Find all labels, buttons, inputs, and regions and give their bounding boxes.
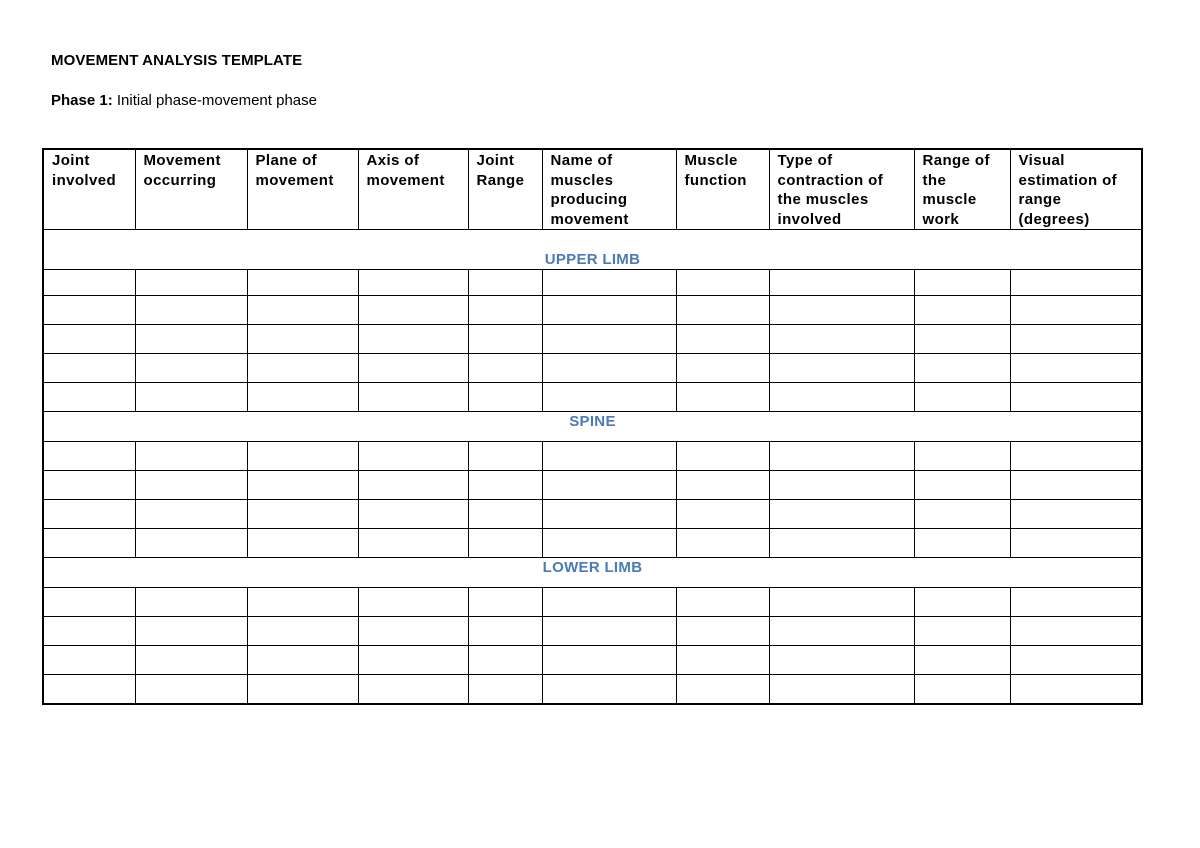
table-cell[interactable] [135,617,247,646]
table-cell[interactable] [542,471,676,500]
table-cell[interactable] [135,354,247,383]
table-cell[interactable] [676,675,769,704]
table-cell[interactable] [135,325,247,354]
table-cell[interactable] [43,442,135,471]
header-row [43,149,1142,230]
table-cell[interactable] [1010,471,1142,500]
table-row [43,296,1142,325]
table-cell[interactable] [914,383,1010,412]
table-cell[interactable] [468,442,542,471]
table-cell[interactable] [914,296,1010,325]
table-cell[interactable] [43,296,135,325]
table-cell[interactable] [135,500,247,529]
table-cell[interactable] [542,325,676,354]
table-cell[interactable] [247,588,358,617]
table-cell[interactable] [914,325,1010,354]
table-cell[interactable] [769,296,914,325]
table-cell[interactable] [769,617,914,646]
table-cell[interactable] [468,500,542,529]
table-cell[interactable] [914,270,1010,296]
table-cell[interactable] [468,646,542,675]
section-header-row [43,230,1142,270]
table-row [43,383,1142,412]
movement-analysis-table [42,148,1143,705]
table-row [43,588,1142,617]
table-cell[interactable] [1010,270,1142,296]
table-cell[interactable] [1010,617,1142,646]
table-cell[interactable] [468,617,542,646]
table-cell[interactable] [358,646,468,675]
table-cell[interactable] [769,500,914,529]
table-cell[interactable] [1010,646,1142,675]
table-cell[interactable] [43,325,135,354]
table-cell[interactable] [135,529,247,558]
table-cell[interactable] [247,617,358,646]
table-cell[interactable] [676,617,769,646]
table-cell[interactable] [358,500,468,529]
table-cell[interactable] [542,354,676,383]
section-label: SPINE [43,412,1142,442]
table-cell[interactable] [676,471,769,500]
table-cell[interactable] [43,675,135,704]
table-cell[interactable] [43,500,135,529]
table-row [43,270,1142,296]
table-cell[interactable] [43,270,135,296]
table-cell[interactable] [358,617,468,646]
table-cell[interactable] [247,270,358,296]
table-cell[interactable] [358,675,468,704]
table-row [43,675,1142,704]
table-cell[interactable] [769,675,914,704]
table-cell[interactable] [542,383,676,412]
table-cell[interactable] [542,529,676,558]
column-header-type-of-contraction: Type of contraction of the muscles involved [769,149,914,230]
table-cell[interactable] [247,325,358,354]
table-cell[interactable] [468,675,542,704]
table-cell[interactable] [914,617,1010,646]
table-cell[interactable] [468,296,542,325]
table-cell[interactable] [43,471,135,500]
table-cell[interactable] [43,646,135,675]
table-cell[interactable] [769,646,914,675]
table-cell[interactable] [468,588,542,617]
column-header-joint-range: Joint Range [468,149,542,230]
table-cell[interactable] [676,296,769,325]
table-cell[interactable] [676,270,769,296]
table-cell[interactable] [914,675,1010,704]
table-row [43,500,1142,529]
column-header-muscle-function: Muscle function [676,149,769,230]
table-row [43,617,1142,646]
table-cell[interactable] [1010,500,1142,529]
table-cell[interactable] [468,270,542,296]
table-cell[interactable] [358,270,468,296]
table-cell[interactable] [135,675,247,704]
table-cell[interactable] [914,588,1010,617]
table-cell[interactable] [1010,383,1142,412]
table-cell[interactable] [676,588,769,617]
table-cell[interactable] [247,500,358,529]
table-cell[interactable] [914,471,1010,500]
table-cell[interactable] [468,383,542,412]
table-cell[interactable] [676,325,769,354]
table-cell[interactable] [769,471,914,500]
column-header-axis-of-movement: Axis of movement [358,149,468,230]
table-row [43,471,1142,500]
table-cell[interactable] [358,588,468,617]
column-header-plane-of-movement: Plane of movement [247,149,358,230]
table-cell[interactable] [769,325,914,354]
table-cell[interactable] [43,529,135,558]
table-cell[interactable] [468,325,542,354]
page-title: MOVEMENT ANALYSIS TEMPLATE [51,52,303,69]
table-cell[interactable] [1010,588,1142,617]
table-cell[interactable] [676,646,769,675]
table-cell[interactable] [914,354,1010,383]
table-cell[interactable] [43,617,135,646]
table-cell[interactable] [358,383,468,412]
table-row [43,325,1142,354]
column-header-name-of-muscles: Name of muscles producing movement [542,149,676,230]
table-cell[interactable] [542,588,676,617]
table-cell[interactable] [769,270,914,296]
section-label: UPPER LIMB [43,230,1142,270]
table-cell[interactable] [247,646,358,675]
table-cell[interactable] [1010,325,1142,354]
table-cell[interactable] [542,500,676,529]
table-cell[interactable] [1010,296,1142,325]
table-cell[interactable] [468,529,542,558]
table-cell[interactable] [1010,354,1142,383]
table-cell[interactable] [914,529,1010,558]
table-row [43,646,1142,675]
section-header-row [43,412,1142,442]
table-cell[interactable] [358,325,468,354]
table-cell[interactable] [247,442,358,471]
phase-description: Initial phase-movement phase [112,92,317,109]
table-cell[interactable] [676,500,769,529]
table-cell[interactable] [542,646,676,675]
table-cell[interactable] [914,646,1010,675]
phase-line [51,92,317,109]
table-cell[interactable] [468,471,542,500]
table-cell[interactable] [676,529,769,558]
table-cell[interactable] [135,442,247,471]
table-cell[interactable] [247,529,358,558]
column-header-visual-estimation: Visual estimation of range (degrees) [1010,149,1142,230]
table-cell[interactable] [358,354,468,383]
table-cell[interactable] [914,442,1010,471]
column-header-range-of-muscle-work: Range of the muscle work [914,149,1010,230]
table-cell[interactable] [769,529,914,558]
table-cell[interactable] [676,442,769,471]
table-cell[interactable] [247,296,358,325]
table-cell[interactable] [247,471,358,500]
table-cell[interactable] [43,383,135,412]
table-cell[interactable] [769,354,914,383]
table-cell[interactable] [769,588,914,617]
table-cell[interactable] [135,383,247,412]
table-row [43,529,1142,558]
phase-label: Phase 1: [51,92,113,109]
column-header-joint-involved: Joint involved [43,149,135,230]
table-row [43,354,1142,383]
table-cell[interactable] [769,442,914,471]
table-cell[interactable] [914,500,1010,529]
table-cell[interactable] [542,270,676,296]
table-cell[interactable] [1010,675,1142,704]
table-cell[interactable] [542,675,676,704]
section-label: LOWER LIMB [43,558,1142,588]
table-cell[interactable] [43,588,135,617]
table-cell[interactable] [43,354,135,383]
table-cell[interactable] [676,354,769,383]
table-cell[interactable] [135,646,247,675]
table-cell[interactable] [358,296,468,325]
table-cell[interactable] [1010,529,1142,558]
table-cell[interactable] [135,270,247,296]
section-header-row [43,558,1142,588]
table-cell[interactable] [247,383,358,412]
table-cell[interactable] [769,383,914,412]
table-cell[interactable] [676,383,769,412]
table-cell[interactable] [542,617,676,646]
table-cell[interactable] [358,529,468,558]
table-cell[interactable] [1010,442,1142,471]
table-row [43,442,1142,471]
table-body [43,230,1142,704]
table-cell[interactable] [135,588,247,617]
table-cell[interactable] [358,442,468,471]
table-cell[interactable] [247,354,358,383]
table-cell[interactable] [135,471,247,500]
table-cell[interactable] [247,675,358,704]
column-header-movement-occurring: Movement occurring [135,149,247,230]
table-cell[interactable] [358,471,468,500]
table-cell[interactable] [542,296,676,325]
table-cell[interactable] [468,354,542,383]
table-cell[interactable] [135,296,247,325]
table-cell[interactable] [542,442,676,471]
